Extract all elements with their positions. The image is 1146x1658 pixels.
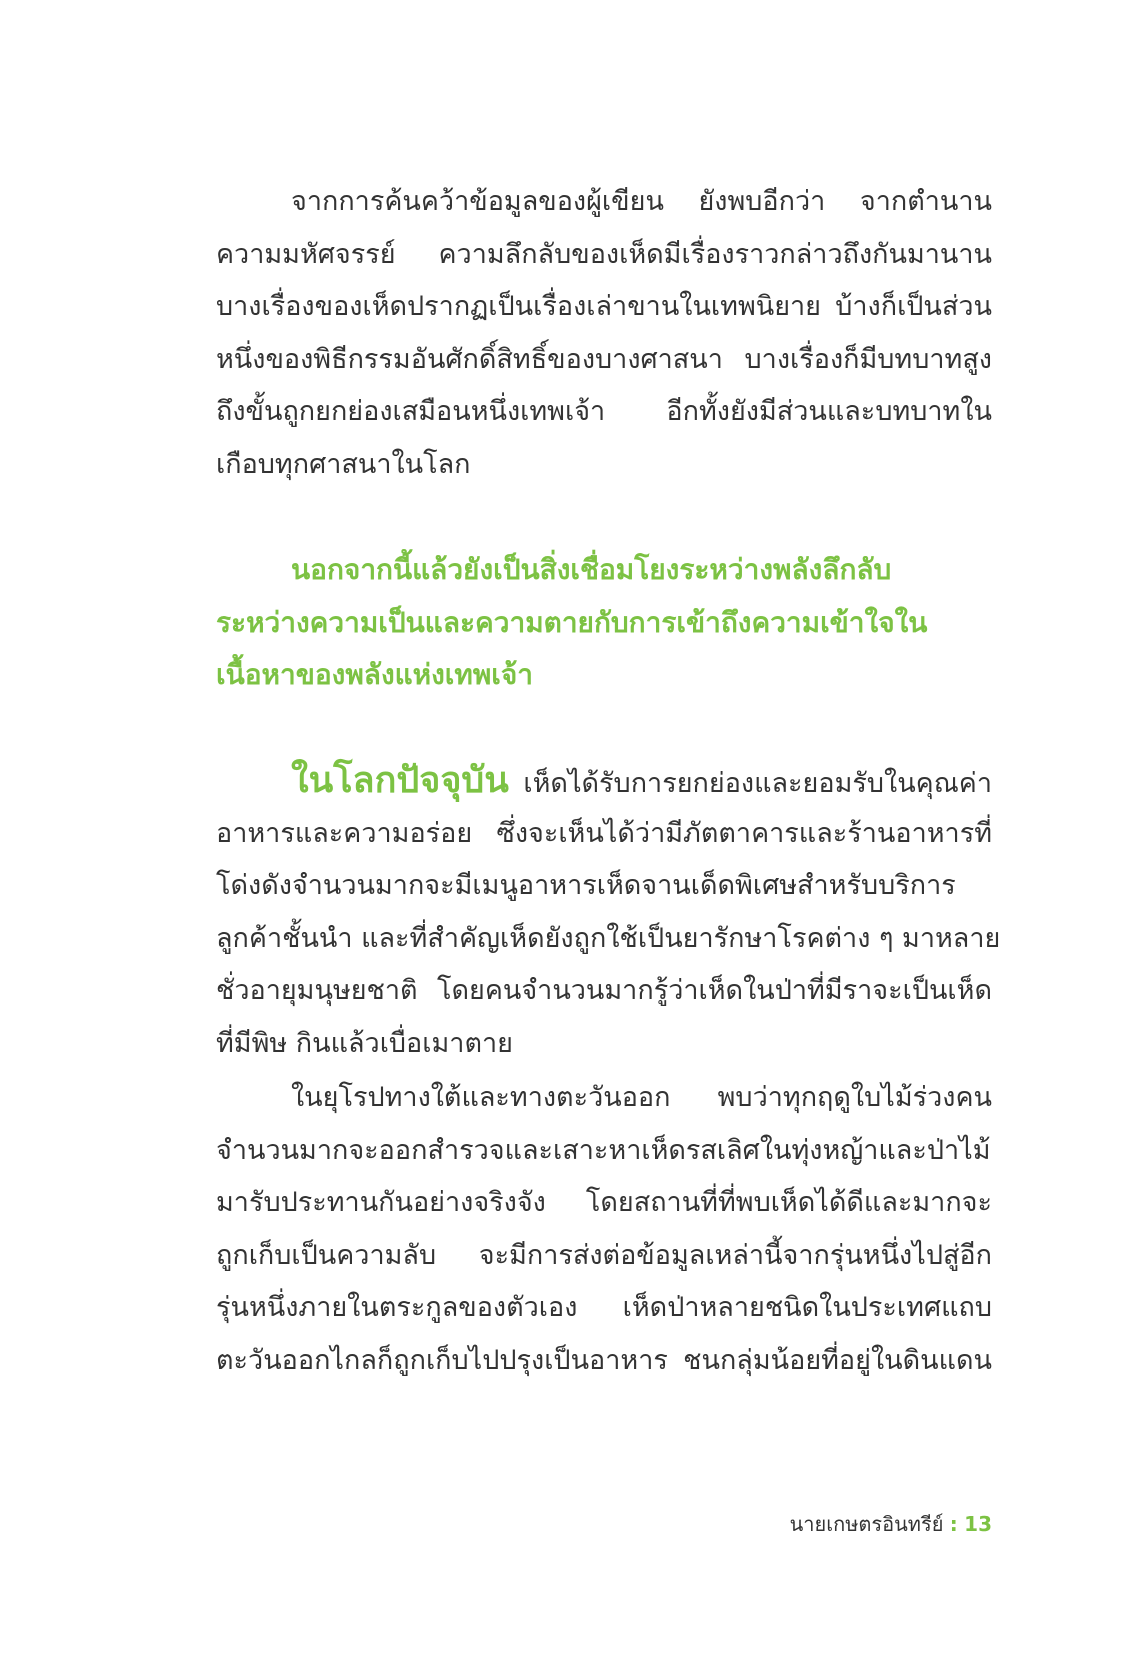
page-number: 13 bbox=[964, 1512, 992, 1536]
paragraph-line: อาหารและความอร่อย ซึ่งจะเห็นได้ว่ามีภัตตาคารและร้านอาหารที่ bbox=[216, 817, 992, 849]
paragraph-line: จำนวนมากจะออกสำรวจและเสาะหาเห็ดรสเลิศในทุ่งหญ้าและป่าไม้ bbox=[216, 1134, 991, 1166]
page-footer bbox=[790, 1508, 992, 1540]
paragraph-line: รุ่นหนึ่งภายในตระกูลของตัวเอง เห็ดป่าหลายชนิดในประเทศแถบ bbox=[216, 1292, 992, 1323]
paragraph-line: หนึ่งของพิธีกรรมอันศักดิ์สิทธิ์ของบางศาสนา บางเรื่องก็มีบทบาทสูง bbox=[216, 343, 992, 375]
footer-book-title: นายเกษตรอินทรีย์ bbox=[789, 1512, 944, 1536]
paragraph-first-line bbox=[216, 755, 992, 808]
paragraph-2 bbox=[216, 755, 1001, 1070]
paragraph-3 bbox=[216, 1072, 992, 1387]
paragraph-line: ถูกเก็บเป็นความลับ จะมีการส่งต่อข้อมูลเหล่านี้จากรุ่นหนึ่งไปสู่อีก bbox=[216, 1239, 992, 1271]
paragraph-line: เกือบทุกศาสนาในโลก bbox=[216, 448, 471, 480]
paragraph-1 bbox=[216, 176, 992, 491]
paragraph-line: ชั่วอายุมนุษยชาติ โดยคนจำนวนมากรู้ว่าเห็ดในป่าที่มีราจะเป็นเห็ด bbox=[216, 975, 992, 1006]
paragraph-line: ลูกค้าชั้นนำ และที่สำคัญเห็ดยังถูกใช้เป็นยารักษาโรคต่าง ๆ มาหลาย bbox=[216, 922, 1001, 954]
highlight-line: ระหว่างความเป็นและความตายกับการเข้าถึงความเข้าใจใน bbox=[216, 605, 928, 639]
paragraph-line: ที่มีพิษ กินแล้วเบื่อเมาตาย bbox=[216, 1027, 513, 1059]
paragraph-line: บางเรื่องของเห็ดปรากฏเป็นเรื่องเล่าขานในเทพนิยาย บ้างก็เป็นส่วน bbox=[216, 291, 992, 322]
highlight-line: เนื้อหาของพลังแห่งเทพเจ้า bbox=[216, 658, 533, 691]
paragraph-line: ความมหัศจรรย์ ความลึกลับของเห็ดมีเรื่องราวกล่าวถึงกันมานาน bbox=[216, 238, 992, 270]
highlight-line: นอกจากนี้แล้วยังเป็นสิ่งเชื่อมโยงระหว่างพลังลึกลับ bbox=[291, 553, 892, 586]
paragraph-line: ถึงขั้นถูกยกย่องเสมือนหนึ่งเทพเจ้า อีกทั้งยังมีส่วนและบทบาทใน bbox=[216, 396, 992, 427]
footer-separator: : bbox=[949, 1512, 958, 1536]
paragraph-line: จากการค้นคว้าข้อมูลของผู้เขียน ยังพบอีกว่า จากตำนาน bbox=[291, 186, 992, 217]
paragraph-line: โด่งดังจำนวนมากจะมีเมนูอาหารเห็ดจานเด็ดพิเศษสำหรับบริการ bbox=[216, 870, 956, 901]
highlight-quote bbox=[216, 544, 992, 702]
paragraph-line: มารับประทานกันอย่างจริงจัง โดยสถานที่ที่พบเห็ดได้ดีและมากจะ bbox=[216, 1187, 992, 1218]
paragraph-line: ตะวันออกไกลก็ถูกเก็บไปปรุงเป็นอาหาร ชนกลุ่มน้อยที่อยู่ในดินแดน bbox=[216, 1344, 992, 1376]
paragraph-line: ในยุโรปทางใต้และทางตะวันออก พบว่าทุกฤดูใบไม้ร่วงคน bbox=[291, 1082, 992, 1113]
lead-phrase: ในโลกปัจจุบัน bbox=[291, 760, 509, 801]
paragraph-line-rest: เห็ดได้รับการยกย่องและยอมรับในคุณค่า bbox=[508, 768, 992, 799]
